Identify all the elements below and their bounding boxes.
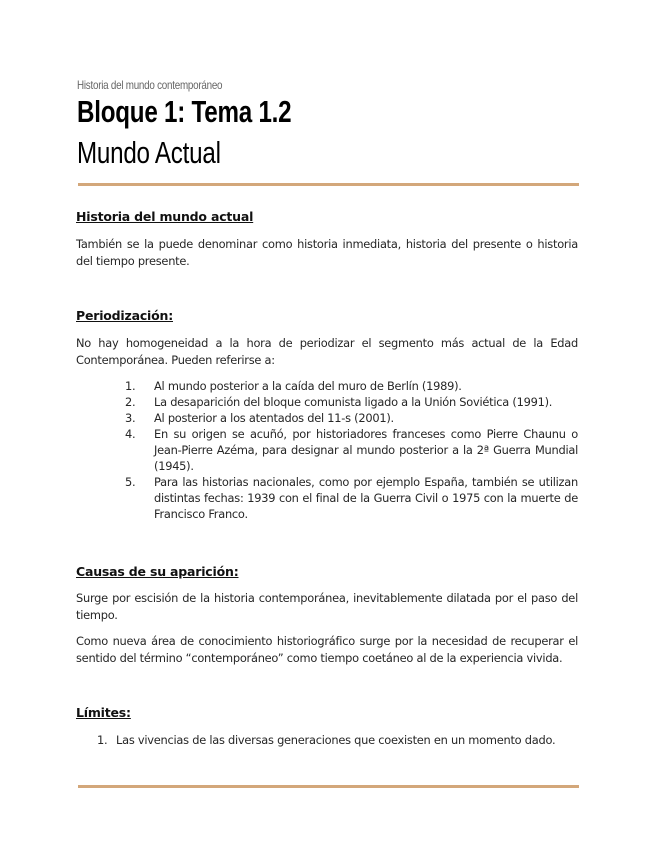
list-text: Para las historias nacionales, como por ejemplo España, también se utilizan distintas fechas: 1939 con el final de la Guerra Civil o 1975 con la muerte de Francisco Franco. <box>154 475 578 521</box>
section-paragraph: No hay homogeneidad a la hora de periodizar el segmento más actual de la Edad Contemporánea. Pueden referirse a: <box>76 336 578 367</box>
list-text: La desaparición del bloque comunista ligado a la Unión Soviética (1991). <box>154 395 553 409</box>
section-heading-periodizacion: Periodización: <box>76 308 173 323</box>
section-paragraph: Surge por escisión de la historia contemporánea, inevitablemente dilatada por el paso del tiempo. <box>76 591 578 622</box>
list-item <box>125 474 578 522</box>
list-text: Al posterior a los atentados del 11-s (2001). <box>154 411 394 425</box>
periodizacion-list <box>125 378 578 522</box>
header-divider <box>78 183 579 186</box>
section-heading-historia: Historia del mundo actual <box>76 209 254 224</box>
list-number: 3. <box>125 411 136 425</box>
document-title: Bloque 1: Tema 1.2 <box>77 94 292 129</box>
list-text: Las vivencias de las diversas generaciones que coexisten en un momento dado. <box>116 733 556 747</box>
footer-divider <box>78 785 579 788</box>
list-item <box>97 732 586 748</box>
section-paragraph: Como nueva área de conocimiento historiográfico surge por la necesidad de recuperar el sentido del término “contemporáneo” como tiempo coetáneo al de la experiencia vivida. <box>76 634 578 665</box>
document-title-line2: Mundo Actual <box>77 135 221 170</box>
limites-list <box>97 732 586 748</box>
section-heading-limites: Límites: <box>76 705 131 720</box>
document-subtitle: Historia del mundo contemporáneo <box>77 78 223 92</box>
section-heading-causas: Causas de su aparición: <box>76 564 239 579</box>
list-item <box>125 394 578 410</box>
list-text: Al mundo posterior a la caída del muro de Berlín (1989). <box>154 379 462 393</box>
list-item <box>125 410 578 426</box>
list-number: 2. <box>125 395 136 409</box>
list-number: 1. <box>125 379 136 393</box>
list-number: 1. <box>97 733 108 747</box>
list-number: 4. <box>125 427 136 441</box>
list-item <box>125 378 578 394</box>
list-text: En su origen se acuñó, por historiadores franceses como Pierre Chaunu o Jean-Pierre Azéma, para designar al mundo posterior a la 2ª Guerra Mundial (1945). <box>154 427 578 473</box>
list-item <box>125 426 578 474</box>
list-number: 5. <box>125 475 136 489</box>
section-paragraph: También se la puede denominar como historia inmediata, historia del presente o historia del tiempo presente. <box>76 237 578 268</box>
